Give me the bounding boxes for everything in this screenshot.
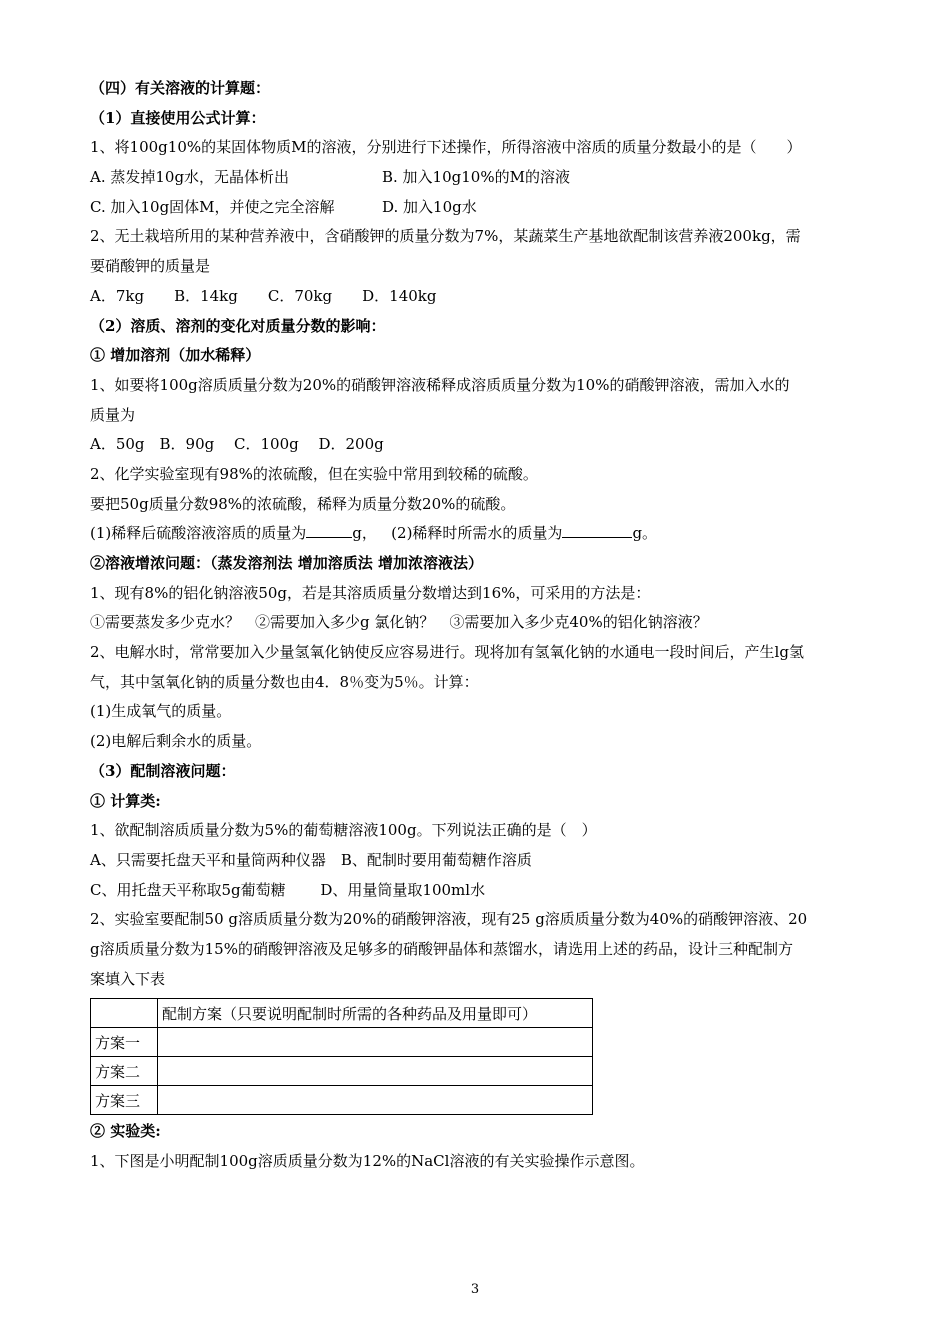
subsection-formula-heading: （1）直接使用公式计算：	[90, 108, 266, 127]
question-stem-continued: 要硝酸钾的质量是	[90, 257, 211, 276]
blank-unit-2: g。	[632, 524, 658, 543]
sub-question: (2)电解后剩余水的质量。	[90, 732, 262, 751]
table-row	[91, 1028, 593, 1057]
plan-answer-cell[interactable]	[158, 1057, 593, 1086]
sub-questions: ①需要蒸发多少克水？ ②需要加入多少g 氯化钠？ ③需要加入多少克40%的铝化钠溶液？	[90, 613, 708, 632]
question-stem: 2、化学实验室现有98%的浓硫酸，但在实验中常用到较稀的硫酸。	[90, 464, 538, 483]
options-row: A．7kg B．14kg C．70kg D．140kg	[90, 286, 437, 305]
worksheet-page	[90, 74, 870, 1177]
section-title: （四）有关溶液的计算题：	[90, 79, 271, 97]
plan-answer-cell[interactable]	[158, 1086, 593, 1115]
fill-blank-row	[90, 519, 870, 549]
calculation-heading: ① 计算类:	[90, 791, 161, 810]
blank-prompt-2: (2)稀释时所需水的质量为	[386, 524, 563, 543]
table-header-cell: 配制方案（只要说明配制时所需的各种药品及用量即可）	[158, 999, 593, 1028]
question-stem: 1、现有8%的铝化钠溶液50g，若是其溶质质量分数增达到16%，可采用的方法是：	[90, 583, 651, 602]
sub-question: (1)生成氧气的质量。	[90, 702, 232, 721]
options-row	[90, 193, 870, 223]
question-stem: 1、下图是小明配制100g溶质质量分数为12%的NaCl溶液的有关实验操作示意图。	[90, 1152, 645, 1170]
plan-table	[90, 998, 593, 1115]
experiment-heading: ② 实验类:	[90, 1122, 161, 1141]
question-stem: 1、欲配制溶质质量分数为5%的葡萄糖溶液100g。下列说法正确的是（ ）	[90, 821, 597, 840]
question-stem-continued: 气，其中氢氧化钠的质量分数也由4．8％变为5％。计算：	[90, 672, 479, 691]
answer-blank-2[interactable]	[562, 522, 632, 538]
table-row	[91, 1086, 593, 1115]
option-c: C. 加入10g固体M，并使之完全溶解	[90, 197, 335, 216]
table-header-row	[91, 999, 593, 1028]
blank-unit-1: g，	[352, 524, 377, 543]
plan-label: 方案二	[91, 1057, 158, 1086]
option-b: B. 加入10g10%的M的溶液	[382, 168, 570, 187]
question-stem: 2、电解水时，常常要加入少量氢氧化钠使反应容易进行。现将加有氢氧化钠的水通电一段时间后，产生lg氢	[90, 643, 804, 662]
question-stem: 2、无土栽培所用的某种营养液中，含硝酸钾的质量分数为7%，某蔬菜生产基地欲配制该营养液200kg，需	[90, 227, 801, 246]
blank-prompt-1: (1)稀释后硫酸溶液溶质的质量为	[90, 524, 307, 543]
plan-label: 方案一	[91, 1028, 158, 1057]
question-stem: 2、实验室要配制50 g溶质质量分数为20%的硝酸钾溶液，现有25 g溶质质量分数为40%的硝酸钾溶液、20	[90, 910, 808, 929]
options-row: C、用托盘天平称取5g葡萄糖 D、用量筒量取100ml水	[90, 880, 486, 899]
concentration-heading: ②溶液增浓问题：（蒸发溶剂法 增加溶质法 增加浓溶液法）	[90, 554, 483, 572]
question-stem-continued: g溶质质量分数为15%的硝酸钾溶液及足够多的硝酸钾晶体和蒸馏水，请选用上述的药品，设计三种配制方	[90, 939, 793, 958]
page-number: 3	[470, 1282, 480, 1297]
dilution-heading: ① 增加溶剂（加水稀释）	[90, 346, 261, 365]
option-a: A. 蒸发掉10g水，无晶体析出	[90, 168, 290, 187]
question-stem: 1、将100g10%的某固体物质M的溶液，分别进行下述操作，所得溶液中溶质的质量分数最小的是（ ）	[90, 138, 802, 157]
options-row: A、只需要托盘天平和量筒两种仪器 B、配制时要用葡萄糖作溶质	[90, 850, 532, 869]
plan-answer-cell[interactable]	[158, 1028, 593, 1057]
subsection-effect-heading: （2）溶质、溶剂的变化对质量分数的影响：	[90, 316, 386, 335]
options-row: A．50g B．90g C．100g D．200g	[90, 435, 384, 454]
table-row	[91, 1057, 593, 1086]
table-corner-cell	[91, 999, 158, 1028]
subsection-prepare-heading: （3）配制溶液问题：	[90, 761, 236, 780]
question-stem-continued: 案填入下表	[90, 969, 166, 988]
question-stem: 1、如要将100g溶质质量分数为20%的硝酸钾溶液稀释成溶质质量分数为10%的硝酸钾溶液，需加入水的	[90, 375, 790, 394]
option-d: D. 加入10g水	[382, 197, 477, 216]
question-stem-continued: 质量为	[90, 405, 136, 424]
answer-blank-1[interactable]	[306, 522, 352, 538]
question-stem-continued: 要把50g质量分数98%的浓硫酸，稀释为质量分数20%的硫酸。	[90, 494, 516, 513]
options-row	[90, 163, 870, 193]
plan-label: 方案三	[91, 1086, 158, 1115]
